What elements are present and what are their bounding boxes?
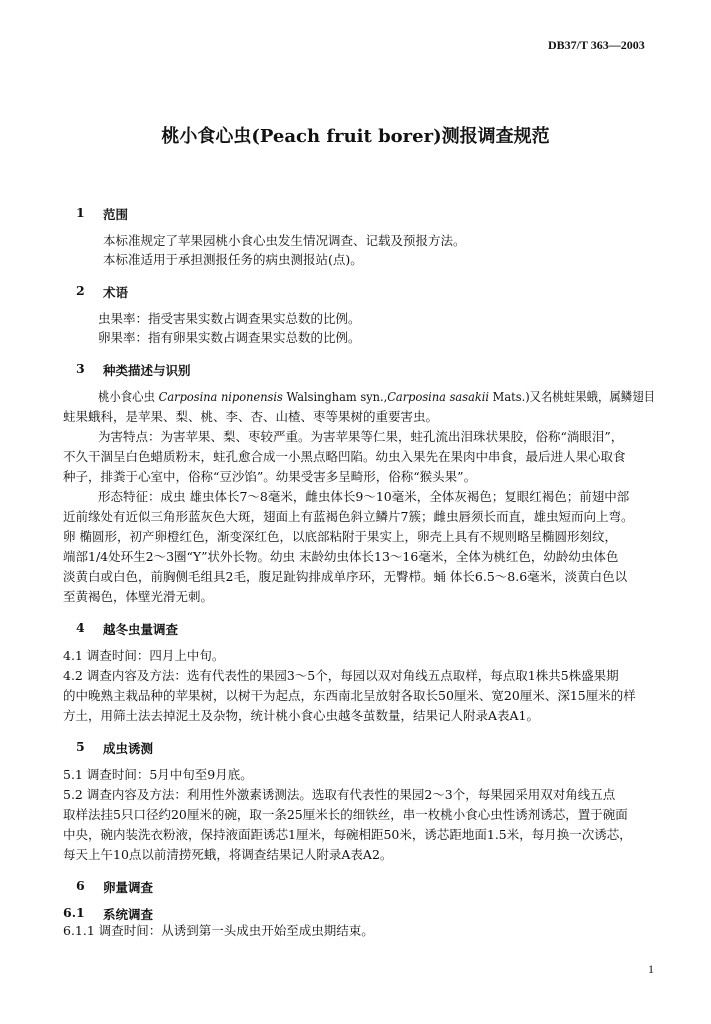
section-3-line: 淡黄白或白色，前胸侧毛组具2毛，腹足趾钩排成单序环，无臀栉。蛹 体长6.5～8.6毫米，淡黄白色以 [63,569,628,584]
standard-code: DB37/T 363—2003 [548,38,645,52]
section-2-line: 卵果率：指有卵果实数占调查果实总数的比例。 [98,330,361,345]
section-2-number: 2 [76,283,85,298]
section-3-line: 近前缘处有近似三角形蓝灰色大斑，翅面上有蓝褐色斜立鳞片7簇；雌虫唇须长而直，雄虫短而向上弯。 [63,509,634,524]
scientific-name: Carposina sasakii [387,389,490,404]
section-3-heading: 种类描述与识别 [103,363,191,378]
page-number: 1 [648,962,654,976]
section-5-line: 5.2 调查内容及方法：利用性外激素诱测法。选取有代表性的果园2～3个，每果园采用双对角线五点 [63,787,616,802]
section-6-1-heading: 系统调查 [103,907,154,922]
section-6-1-1-line: 6.1.1 调查时间：从诱到第一头成虫开始至成虫期结束。 [63,923,374,938]
section-3-line: 形态特征：成虫 雄虫体长7～8毫米，雌虫体长9～10毫米，全体灰褐色；复眼红褐色；前翅中部 [98,489,630,504]
section-3-line: 种子，排粪于心室中，俗称“豆沙馅”。幼果受害多呈畸形，俗称“猴头果”。 [63,469,477,484]
section-5-number: 5 [76,739,85,754]
section-5-line: 取样法挂5只口径约20厘米的碗，取一条25厘米长的细铁丝，串一枚桃小食心虫性诱剂诱芯，置于碗面 [63,807,628,822]
section-3-first-line [98,389,655,405]
section-6-heading: 卵量调查 [103,880,154,895]
text: Walsingham syn., [282,389,388,404]
section-4-number: 4 [76,620,85,635]
section-4-line: 的中晚熟主栽品种的苹果树，以树干为起点，东西南北呈放射各取长50厘米、宽20厘米、深15厘米的样 [63,688,636,703]
section-2-heading: 术语 [103,285,129,300]
section-3-line: 至黄褐色，体壁光滑无刺。 [63,589,214,604]
section-2-line: 虫果率：指受害果实数占调查果实总数的比例。 [98,311,361,326]
section-4-line: 方土，用筛土法去掉泥土及杂物，统计桃小食心虫越冬茧数量，结果记人附录A表A1。 [63,708,540,723]
section-5-line: 每天上午10点以前清捞死蛾，将调查结果记人附录A表A2。 [63,847,393,862]
section-4-line: 4.1 调查时间：四月上中旬。 [63,648,225,663]
section-3-line: 蛀果蛾科，是苹果、梨、桃、李、杏、山楂、枣等果树的重要害虫。 [63,409,439,424]
section-5-line: 5.1 调查时间：5月中旬至9月底。 [63,767,253,782]
section-6-1-number: 6.1 [63,905,85,920]
section-3-number: 3 [76,361,85,376]
section-5-heading: 成虫诱测 [103,741,154,756]
section-1-heading: 范围 [103,207,129,222]
section-5-line: 中央，碗内装洗衣粉液，保持液面距诱芯1厘米，每碗相距50米，诱芯距地面1.5米，每月换一次诱芯， [63,827,632,842]
section-3-line: 卵 椭圆形，初产卵橙红色，渐变深红色，以底部粘附于果实上，卵壳上具有不规则略呈椭圆形刻纹， [63,529,617,544]
section-3-line: 端部1/4处环生2～3圈“Y”状外长物。幼虫 末龄幼虫体长13～16毫米，全体为桃红色，幼龄幼虫体色 [63,549,619,564]
section-1-number: 1 [76,205,85,220]
section-1-line: 本标准适用于承担测报任务的病虫测报站(点)。 [103,252,363,267]
text: Mats.)又名桃蛀果蛾，属鳞翅目 [489,389,655,404]
text: 桃小食心虫 [98,389,159,404]
scientific-name: Carposina niponensis [158,389,283,404]
section-3-line: 不久干涸呈白色蜡质粉末，蛀孔愈合成一小黑点略凹陷。幼虫入果先在果肉中串食，最后进人果心取食 [63,449,626,464]
section-6-number: 6 [76,878,85,893]
section-4-line: 4.2 调查内容及方法：选有代表性的果园3～5个，每园以双对角线五点取样，每点取1株共5株盛果期 [63,668,619,683]
section-3-line: 为害特点：为害苹果、梨、枣较严重。为害苹果等仁果，蛀孔流出泪珠状果胶，俗称“淌眼泪”， [98,429,624,444]
section-4-heading: 越冬虫量调查 [103,622,179,637]
page-title: 桃小食心虫(Peach fruit borer)测报调查规范 [161,126,550,147]
section-1-line: 本标准规定了苹果园桃小食心虫发生情况调查、记载及预报方法。 [103,233,466,248]
